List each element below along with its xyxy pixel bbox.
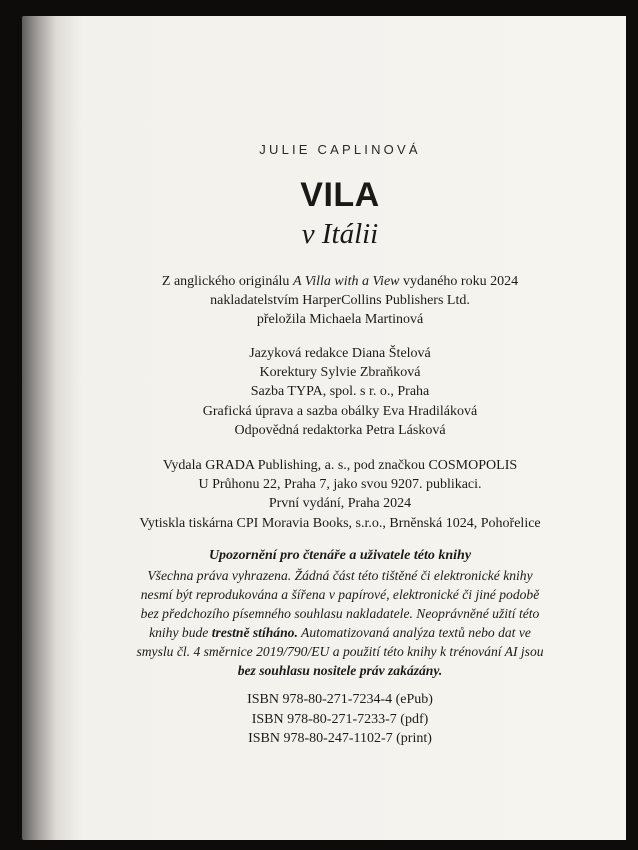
publishing-line: První vydání, Praha 2024 [268,496,412,512]
publishing-line: Vytiskla tiskárna CPI Moravia Books, s.r.o., Brněnská 1024, Pohořelice [139,515,541,531]
notice-line: bez předchozího písemného souhlasu nakladatele. Neoprávněné užití této [140,606,540,621]
translation-prefix: Z anglického originálu [161,274,290,289]
notice-text: knihy bude [149,625,209,640]
book-author: JULIE CAPLINOVÁ [259,142,421,157]
notice-emphasis: trestně stíháno. [211,625,298,640]
credit-line: Korektury Sylvie Zbraňková [259,365,421,381]
translation-info [60,272,620,330]
editorial-credits [60,344,620,440]
book-title: VILA [300,176,380,214]
publishing-info [60,456,620,533]
credit-line: Odpovědná redaktorka Petra Lásková [234,422,446,438]
notice-emphasis: bez souhlasu nositele práv zakázány. [237,663,443,678]
translation-line-1 [60,272,620,291]
notice-line: nesmí být reprodukována a šířena v papírové, elektronické či jiné podobě [140,587,540,602]
publishing-line: Vydala GRADA Publishing, a. s., pod značkou COSMOPOLIS [162,458,518,473]
translation-suffix: vydaného roku 2024 [403,274,519,289]
isbn-line: ISBN 978-80-271-7234-4 (ePub) [247,692,433,707]
credit-line: Sazba TYPA, spol. s r. o., Praha [250,384,430,400]
notice-heading: Upozornění pro čtenáře a uživatele této knihy [208,548,472,563]
book-subtitle: v Itálii [301,218,379,250]
notice-line [60,623,620,642]
isbn-list [60,690,620,749]
translation-line-2: nakladatelstvím HarperCollins Publishers Ltd. [210,293,470,309]
isbn-line: ISBN 978-80-271-7233-7 (pdf) [251,711,429,727]
imprint-content [60,0,620,850]
notice-text: Automatizovaná analýza textů nebo dat ve [301,625,531,640]
notice-line: Všechna práva vyhrazena. Žádná část této tištěné či elektronické knihy [147,568,533,583]
copyright-notice [60,566,620,680]
isbn-line: ISBN 978-80-247-1102-7 (print) [248,731,432,747]
translation-line-3: přeložila Michaela Martinová [256,312,424,328]
credit-line: Jazyková redakce Diana Štelová [249,346,431,361]
original-title: A Villa with a View [292,274,400,289]
publishing-line: U Průhonu 22, Praha 7, jako svou 9207. publikaci. [198,477,482,493]
notice-line: smyslu čl. 4 směrnice 2019/790/EU a použití této knihy k trénování AI jsou [136,644,544,659]
credit-line: Grafická úprava a sazba obálky Eva Hradiláková [202,403,478,419]
